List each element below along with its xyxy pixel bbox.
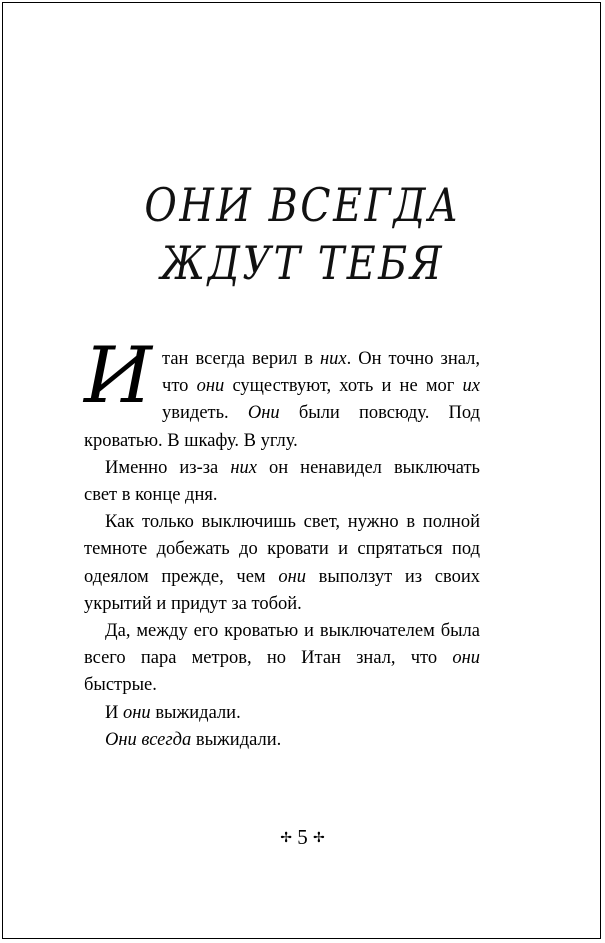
chapter-body xyxy=(84,331,480,754)
paragraph: Они всегда выжидали. xyxy=(105,729,282,750)
emphasis: они xyxy=(196,376,225,397)
emphasis: них xyxy=(230,457,257,478)
page-number-footer xyxy=(0,825,605,850)
emphasis: Они всегда xyxy=(105,729,192,750)
page-number: 5 xyxy=(297,825,308,849)
paragraph: Именно из-за них он ненавидел выключать свет в конце дня. xyxy=(84,457,480,506)
paragraph: И они выжидали. xyxy=(105,702,241,723)
paragraph: Итан всегда верил в них. Он точно знал, что они существуют, хоть и не мог их увидеть. Они были повсюду. Под кроватью. В шкафу. В углу. xyxy=(84,331,480,451)
ornament-right-icon: ✢ xyxy=(313,831,325,846)
paragraph: Да, между его кроватью и выключателем была всего пара метров, но Итан знал, что они быстрые. xyxy=(84,621,480,696)
chapter-title-line-2: ЖДУТ ТЕБЯ xyxy=(160,236,445,290)
paragraph: Как только выключишь свет, нужно в полной темноте добежать до кровати и спрятаться под одеялом прежде, чем они выползут из своих укрытий и придут за тобой. xyxy=(84,512,480,614)
emphasis: них xyxy=(319,349,347,369)
emphasis: они xyxy=(452,648,480,669)
emphasis: они xyxy=(278,566,306,587)
emphasis: они xyxy=(123,702,151,723)
emphasis: Они xyxy=(247,403,280,424)
ornament-left-icon: ✢ xyxy=(280,831,292,846)
emphasis: их xyxy=(462,376,480,397)
chapter-title-line-1: ОНИ ВСЕГДА xyxy=(144,178,461,232)
drop-cap: И xyxy=(84,331,153,421)
